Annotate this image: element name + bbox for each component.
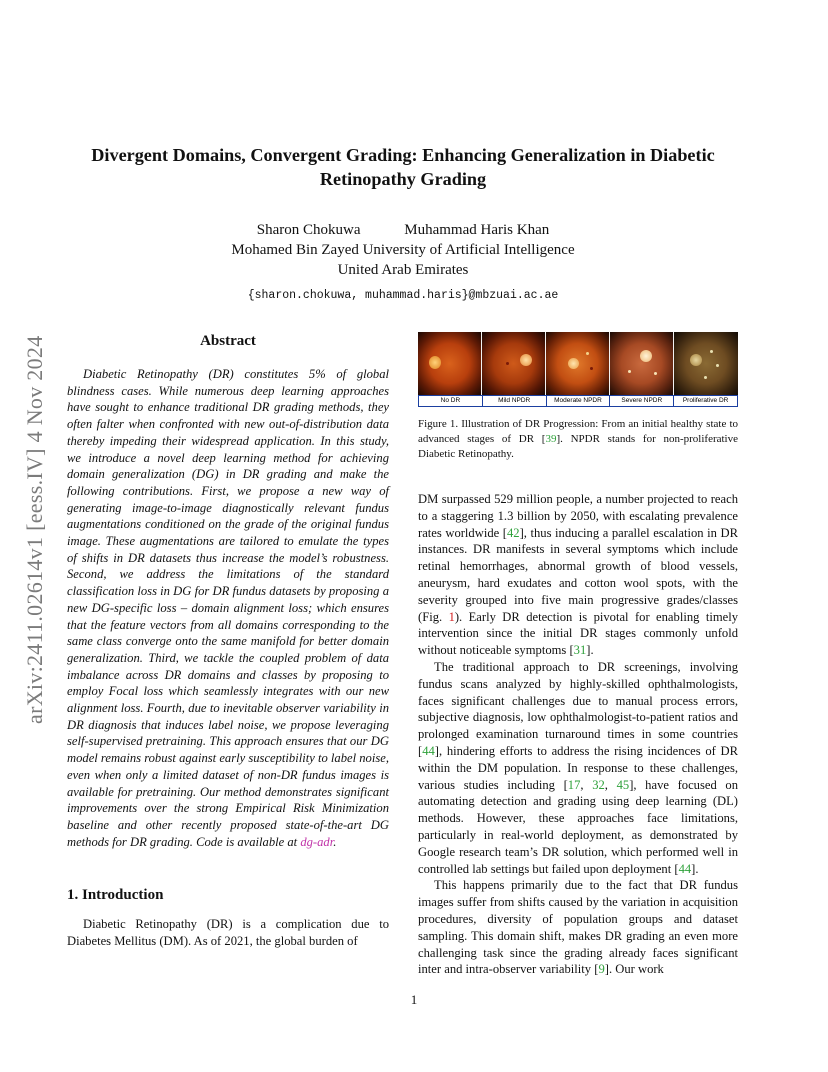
citation-link[interactable]: 17 <box>567 777 581 792</box>
grade-label: Severe NPDR <box>610 396 674 406</box>
grade-label: Moderate NPDR <box>547 396 611 406</box>
citation-link[interactable]: 42 <box>506 525 520 540</box>
introduction-paragraph: Diabetic Retinopathy (DR) is a complication due to Diabetes Mellitus (DM). As of 2021, the global burden of <box>67 917 389 949</box>
abstract-body: Diabetic Retinopathy (DR) constitutes 5% of global blindness cases. While numerous deep learning approaches have sought to enhance traditional DR grading methods, they often falter when confronted with new out-of-distribution data thereby impeding their widespread application. In this study, we introduce a novel deep learning method for achieving domain generalization (DG) in DR grading and make the following contributions. First, we propose a new way of generating image-to-image diagnostically relevant fundus augmentations conditioned on the grade of the original fundus image. These augmentations are tailored to emulate the types of shifts in DR datasets thus increase the model’s robustness. Second, we address the limitations of the standard classification loss in DG for DR fundus datasets by proposing a new DG-specific loss – domain alignment loss; which ensures that the feature vectors from all domains corresponding to the same class converge onto the same manifold for better domain generalization. Third, we tackle the coupled problem of data imbalance across DR domains and classes by proposing to employ Focal loss which seamlessly integrates with our new alignment loss. Fourth, due to inevitable observer variability in DR diagnosis that induces label noise, we propose leveraging self-supervised pretraining. This approach ensures that our DG model remains robust against early susceptibility to label noise, even when only a limited dataset of non-DR fundus images is available for pretraining. Our method demonstrates significant improvements over the strong Empirical Risk Minimization baseline and other recently proposed state-of-the-art DG methods for DR grading. Code is available at <box>67 367 389 849</box>
abstract-text <box>67 366 389 850</box>
fundus-image-proliferative-dr <box>674 332 738 395</box>
author-name: Sharon Chokuwa <box>256 222 361 238</box>
figure-caption <box>418 417 738 462</box>
code-link[interactable]: dg-adr <box>300 834 334 849</box>
figure-grade-labels <box>418 395 738 407</box>
figure-dr-progression <box>418 332 738 407</box>
caption-text: Figure 1. Illustration of DR Progression: From an initial healthy state to advanced stages of DR [ <box>418 418 738 445</box>
text: ]. <box>691 861 699 876</box>
text: The traditional approach to DR screenings, involving fundus scans analyzed by highly-skilled ophthalmologists, faces significant challenges due to manual process errors, subjective diagnosis, low ophthalmologist-to-patient ratios and prolonged examination turnaround times in some countries [ <box>418 659 738 758</box>
abstract-heading: Abstract <box>200 333 256 349</box>
text: ]. Our work <box>604 962 664 977</box>
paragraph <box>418 491 738 659</box>
abstract-end: . <box>333 834 337 849</box>
country: United Arab Emirates <box>337 262 469 278</box>
left-column <box>67 332 389 950</box>
fundus-image-severe-npdr <box>610 332 673 395</box>
text: ], thus inducing a parallel escalation in DR instances. DR manifests in several symptoms which include retinal hemorrhages, abnormal growth of blood vessels, aneurysm, hard exudates and cotton wool spots, with the severity grouped into five main progressive grades/classes (Fig. <box>418 525 738 624</box>
fundus-image-no-dr <box>418 332 481 395</box>
text: ], have focused on automating detection and grading using deep learning (DL) methods. However, these approaches face limitations, particularly in real-world deployment, as demonstrated by Google research team’s DR solution, which performed well in controlled lab settings but failed upon deployment [ <box>418 777 739 876</box>
text: ], hindering efforts to address the rising incidences of DR within the DM population. In response to these challenges, various studies including [ <box>418 743 738 792</box>
citation-link[interactable]: 39 <box>545 433 557 445</box>
paper-title: Divergent Domains, Convergent Grading: Enhancing Generalization in Diabetic Retinopathy Grading <box>91 145 715 189</box>
author-email: {sharon.chokuwa, muhammad.haris}@mbzuai.ac.ae <box>247 289 559 302</box>
right-column-text <box>418 491 738 978</box>
citation-link[interactable]: 45 <box>616 777 630 792</box>
text: DM surpassed 529 million people, a number projected to reach to a staggering 1.3 billion by 2050, with escalating prevalence rates worldwide [ <box>418 492 738 540</box>
author-name: Muhammad Haris Khan <box>404 222 550 238</box>
grade-label: No DR <box>419 396 483 406</box>
citation-link[interactable]: 32 <box>592 777 605 792</box>
arxiv-identifier: arXiv:2411.02614v1 [eess.IV] 4 Nov 2024 <box>22 335 47 725</box>
author-block <box>60 220 746 304</box>
caption-text: ]. NPDR stands for non-proliferative Diabetic Retinopathy. <box>418 433 738 460</box>
fundus-image-moderate-npdr <box>546 332 609 395</box>
affiliation: Mohamed Bin Zayed University of Artificial Intelligence <box>231 242 575 258</box>
fundus-image-mild-npdr <box>482 332 545 395</box>
text: This happens primarily due to the fact that DR fundus images suffer from shifts caused by the variation in acquisition procedures, diversity of population groups and dataset sampling. This domain shift, makes DR grading an even more challenging task since the grading already faces significant inter and intra-observer variability [ <box>418 878 738 977</box>
grade-label: Proliferative DR <box>682 397 729 404</box>
right-column <box>418 332 738 978</box>
author-names <box>60 220 746 240</box>
paragraph <box>418 877 738 978</box>
text: ). Early DR detection is pivotal for enabling timely intervention since the initial DR stages commonly unfold without noticeable symptoms [ <box>418 609 739 658</box>
text: , <box>604 777 617 792</box>
text: , <box>580 777 593 792</box>
figure-reference-link[interactable]: 1 <box>448 609 455 624</box>
grade-label: Mild NPDR <box>483 396 547 406</box>
citation-link[interactable]: 31 <box>573 643 587 658</box>
citation-link[interactable]: 9 <box>598 962 605 977</box>
citation-link[interactable]: 44 <box>422 743 435 758</box>
section-heading-introduction: 1. Introduction <box>67 887 164 904</box>
citation-link[interactable]: 44 <box>678 861 692 876</box>
page-number: 1 <box>410 992 418 1007</box>
text: ]. <box>586 643 594 658</box>
paragraph <box>418 659 738 877</box>
